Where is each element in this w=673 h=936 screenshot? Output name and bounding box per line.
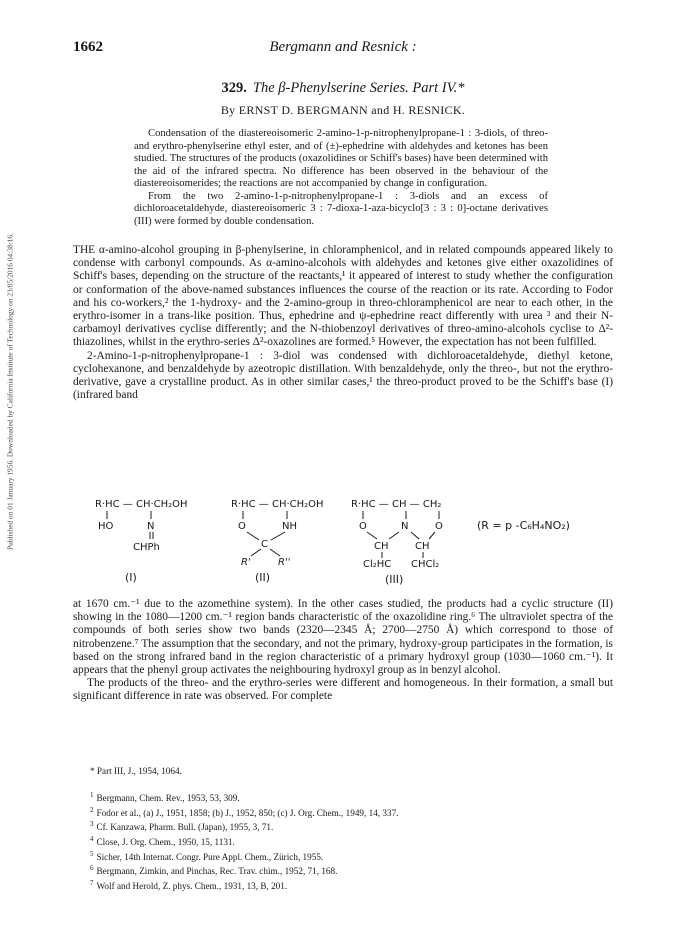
formula-II-amine: NH (282, 521, 297, 532)
formula-II-substituent: R'' (278, 557, 291, 568)
bond-line (411, 532, 419, 539)
footnote: $^6$ Bergmann, Zimkin, and Pinchas, Rec. Trav. chim., 1952, 71, 168. (90, 864, 338, 877)
abstract-paragraph: From the two 2-amino-1-p-nitrophenylpropane-1 : 3-diols and an excess of dichloroacetaldehyde, diastereoisomeric 3 : 7-dioxa-1-aza-bicyclo[3 : 3 : 0]-octane derivatives (III) were formed by double condensation. (134, 190, 548, 227)
download-notice: Published on 01 January 1956. Downloaded by California Institute of Technology on 23/05/2016 04:38:16. (5, 233, 15, 550)
bond-line (270, 549, 280, 556)
bond-line (251, 549, 261, 556)
body-text-lower (73, 598, 613, 704)
formula-II-oxygen: O (238, 521, 246, 532)
footnote-star: * Part III, J., 1954, 1064. (90, 766, 182, 776)
body-paragraph: THE α-amino-alcohol grouping in β-phenylserine, in chloramphenicol, and in related compounds appeared likely to condense with carbonyl compounds. As α-amino-alcohols with aldehydes and ketones give either oxazolidines of Schiff's bases, depending on the structure of the reactants,¹ it appeared of interest to study whether the configuration or conformation of the above-named substances influences the course of the reaction or its rate. According to Fodor and his co-workers,² the 1-hydroxy- and the 2-amino-group in threo-chloramphenicol are near to each other, in the erythro-isomer in a trans-like position. Thus, ephedrine and ψ-ephedrine react differently with urea ³ and their N-carbamoyl derivatives cyclise differently; and the N-thiobenzoyl derivatives of threo-amino-alcohols cyclise to Δ²-thiazolines, whilst in the erythro-series Δ²-oxazolines are formed.⁵ However, the expectation has not been fulfilled. (73, 244, 613, 349)
formula-I-nitrogen: N (147, 521, 155, 532)
structural-formulas (95, 495, 615, 590)
abstract-paragraph: Condensation of the diastereoisomeric 2-amino-1-p-nitrophenylpropane-1 : 3-diols, of threo- and erythro-phenylserine ethyl ester, and of (±)-ephedrine with aldehydes and ketones has been studied. The structures of the products (oxazolidines or Schiff's bases) have been determined with the aid of the infrared spectra. No difference has been observed in the behaviour of the diastereoisomerides; the reactions are not accompanied by change in configuration. (134, 128, 548, 189)
formula-III-nitrogen: N (401, 521, 409, 532)
formula-III-methine: CH (415, 541, 430, 552)
bond-line (271, 532, 285, 540)
footnote: $^4$ Close, J. Org. Chem., 1950, 15, 1131. (90, 834, 235, 848)
body-text-upper (73, 244, 613, 402)
article-title-text: The β-Phenylserine Series. Part IV.* (252, 80, 465, 96)
formula-II-label: (II) (255, 571, 271, 584)
article-number: 329. (221, 80, 247, 96)
formula-III-oxygen: O (435, 521, 443, 532)
formula-II-carbon: C (261, 539, 268, 550)
formula-III-dichloromethyl: Cl₂HC (363, 559, 392, 570)
formula-drawing (95, 495, 615, 590)
formula-III-dichloromethyl: CHCl₂ (411, 559, 440, 570)
formula-III-methine: CH (374, 541, 389, 552)
body-paragraph: The products of the threo- and the erythro-series were different and homogeneous. In their formation, a small but significant difference in rate was observed. For complete (73, 677, 613, 703)
formula-III-label: (III) (385, 573, 404, 586)
body-paragraph: 2-Amino-1-p-nitrophenylpropane-1 : 3-diol was condensed with dichloroacetaldehyde, diethyl ketone, cyclohexanone, and benzaldehyde by azeotropic distillation. With benzaldehyde, only the threo-, but not the erythro-derivative, gave a crystalline product. As in other similar cases,¹ the threo-product proved to be the Schiff's base (I) (infrared band (73, 349, 613, 402)
formula-III-oxygen: O (359, 521, 367, 532)
footnote: $^2$ Fodor et al., (a) J., 1951, 1858; (b) J., 1952, 850; (c) J. Org. Chem., 1949, 14, 337. (90, 805, 399, 818)
download-watermark (2, 115, 18, 675)
formula-III-backbone: R·HC — CH — CH₂ (351, 499, 442, 510)
page-header (73, 39, 613, 57)
formula-II-substituent: R' (241, 557, 251, 568)
abstract (134, 128, 548, 228)
bond-line (389, 532, 399, 539)
formula-II-backbone: R·HC — CH·CH₂OH (231, 499, 324, 510)
article-title (73, 80, 613, 97)
formula-I-benzylidene: CHPh (133, 542, 160, 553)
body-paragraph: at 1670 cm.⁻¹ due to the azomethine system). In the other cases studied, the products had a cyclic structure (II) showing in the 1080—1200 cm.⁻¹ region bands characteristic of the oxazolidine ring.⁶ The ultraviolet spectra of the compounds of both series show two bands (2320—2345 Å; 2700—2750 Å) which correspond to those of nitrobenzene.⁷ The assumption that the secondary, and not the primary, hydroxy-group participates in the formation, is based on the strong infrared band in the region characteristic of a primary hydroxyl group (1030—1060 cm.⁻¹). It appears that the phenyl group activates the neighbouring hydroxyl group as in benzyl alcohol. (73, 598, 613, 677)
formula-I (95, 499, 188, 584)
bond-line (429, 532, 435, 539)
authors-line: By ERNST D. BERGMANN and H. RESNICK. (220, 103, 466, 117)
running-title: Bergmann and Resnick : (269, 39, 417, 55)
page-number: 1662 (73, 39, 103, 55)
footnote: $^3$ Cf. Kanzawa, Pharm. Bull. (Japan), 1955, 3, 71. (90, 820, 274, 833)
bond-line (367, 532, 377, 539)
footnote: $^5$ Sicher, 14th Internat. Congr. Pure Appl. Chem., Zürich, 1955. (90, 849, 324, 862)
formula-I-backbone: R·HC — CH·CH₂OH (95, 499, 188, 510)
formula-I-hydroxyl: HO (98, 521, 114, 532)
footnote: $^1$ Bergmann, Chem. Rev., 1953, 53, 309. (90, 791, 240, 804)
formula-III (351, 499, 443, 586)
footnotes (90, 790, 610, 893)
footnote: $^7$ Wolf and Herold, Z. phys. Chem., 1931, 13, B, 201. (90, 878, 288, 891)
substituent-definition: (R = p -C₆H₄NO₂) (477, 519, 570, 532)
formula-I-label: (I) (125, 571, 137, 584)
bond-line (247, 532, 259, 540)
formula-II (231, 499, 324, 584)
